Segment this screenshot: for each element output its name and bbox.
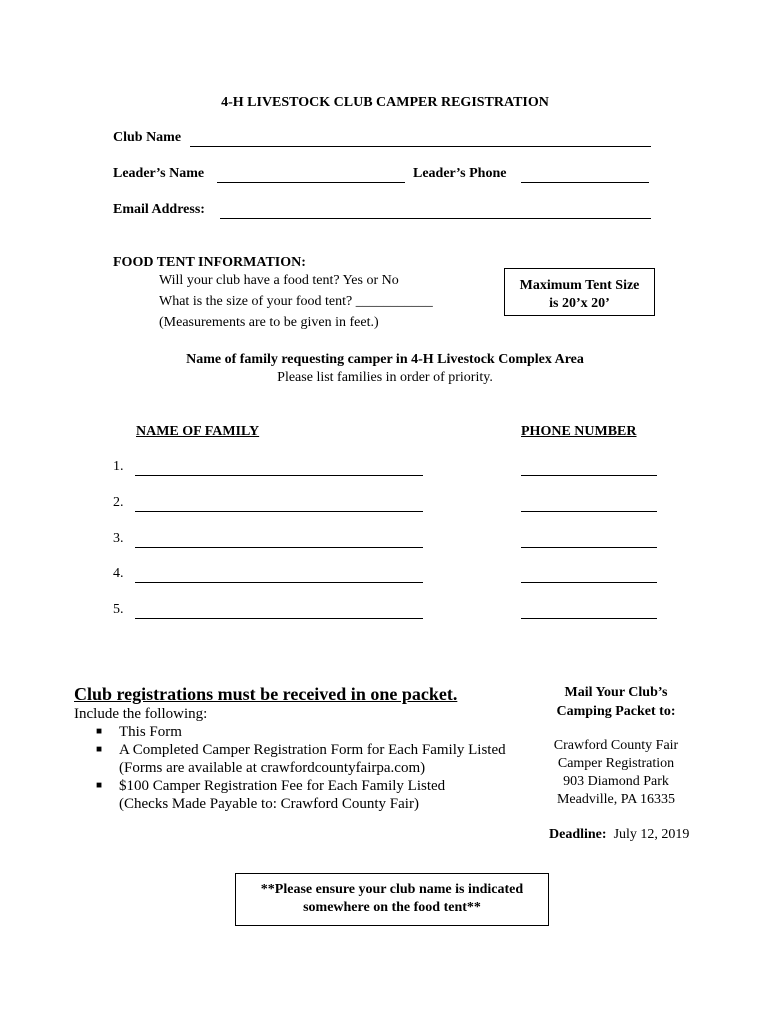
family-row-number: 3. bbox=[113, 531, 124, 546]
max-tent-size-line1: Maximum Tent Size bbox=[519, 278, 640, 293]
list-item: ■ $100 Camper Registration Fee for Each Family Listed bbox=[96, 778, 446, 794]
families-heading: Name of family requesting camper in 4-H Livestock Complex Area bbox=[186, 352, 584, 367]
leaders-name-field[interactable] bbox=[217, 182, 405, 183]
leaders-name-label: Leader’s Name bbox=[113, 166, 205, 181]
mail-heading-1: Mail Your Club’s bbox=[564, 685, 668, 700]
square-bullet-icon: ■ bbox=[96, 780, 103, 791]
col-phone-number: PHONE NUMBER bbox=[521, 424, 637, 439]
food-tent-note: (Measurements are to be given in feet.) bbox=[159, 315, 379, 330]
square-bullet-icon: ■ bbox=[96, 744, 103, 755]
packet-intro: Include the following: bbox=[74, 706, 208, 722]
food-tent-question-1: Will your club have a food tent? Yes or No bbox=[159, 273, 399, 288]
family-phone-field[interactable] bbox=[521, 511, 657, 512]
family-name-field[interactable] bbox=[135, 475, 423, 476]
list-item-note: (Checks Made Payable to: Crawford County Fair) bbox=[119, 796, 419, 812]
col-name-of-family: NAME OF FAMILY bbox=[136, 424, 260, 439]
max-tent-size-line2: is 20’x 20’ bbox=[549, 296, 610, 311]
mail-address-3: 903 Diamond Park bbox=[563, 774, 669, 789]
family-name-field[interactable] bbox=[135, 547, 423, 548]
list-item: ■ A Completed Camper Registration Form for Each Family Listed bbox=[96, 742, 506, 758]
mail-address-4: Meadville, PA 16335 bbox=[556, 792, 676, 807]
mail-address-2: Camper Registration bbox=[557, 756, 675, 771]
notice-line-1: **Please ensure your club name is indicated bbox=[260, 882, 524, 897]
leaders-phone-field[interactable] bbox=[521, 182, 649, 183]
mail-address-1: Crawford County Fair bbox=[553, 738, 679, 753]
family-phone-field[interactable] bbox=[521, 547, 657, 548]
family-row-number: 2. bbox=[113, 495, 124, 510]
list-item: ■ This Form bbox=[96, 724, 182, 740]
notice-box bbox=[235, 873, 549, 926]
requirements-list bbox=[92, 723, 506, 813]
family-name-field[interactable] bbox=[135, 618, 423, 619]
leaders-phone-label: Leader’s Phone bbox=[413, 166, 507, 181]
max-tent-size-box bbox=[504, 268, 655, 316]
family-name-field[interactable] bbox=[135, 582, 423, 583]
family-phone-field[interactable] bbox=[521, 475, 657, 476]
family-row-number: 1. bbox=[113, 459, 124, 474]
family-row-number: 5. bbox=[113, 602, 124, 617]
club-name-label: Club Name bbox=[113, 130, 182, 145]
food-tent-heading: FOOD TENT INFORMATION: bbox=[113, 255, 306, 270]
mail-heading-2: Camping Packet to: bbox=[556, 704, 676, 719]
families-subheading: Please list families in order of priority. bbox=[277, 370, 493, 385]
deadline-label: Deadline: bbox=[549, 827, 607, 842]
square-bullet-icon: ■ bbox=[96, 726, 103, 737]
family-name-field[interactable] bbox=[135, 511, 423, 512]
deadline-value: July 12, 2019 bbox=[613, 827, 690, 842]
page-title: 4-H LIVESTOCK CLUB CAMPER REGISTRATION bbox=[221, 95, 549, 110]
family-phone-field[interactable] bbox=[521, 582, 657, 583]
email-label: Email Address: bbox=[113, 202, 205, 217]
email-field[interactable] bbox=[220, 218, 651, 219]
food-tent-question-2: What is the size of your food tent? ___________ bbox=[159, 294, 433, 309]
packet-heading: Club registrations must be received in one packet. bbox=[74, 684, 458, 704]
family-row-number: 4. bbox=[113, 566, 124, 581]
family-phone-field[interactable] bbox=[521, 618, 657, 619]
notice-line-2: somewhere on the food tent** bbox=[303, 900, 481, 915]
list-item-note: (Forms are available at crawfordcountyfairpa.com) bbox=[119, 760, 426, 776]
deadline bbox=[549, 827, 689, 843]
club-name-field[interactable] bbox=[190, 146, 651, 147]
